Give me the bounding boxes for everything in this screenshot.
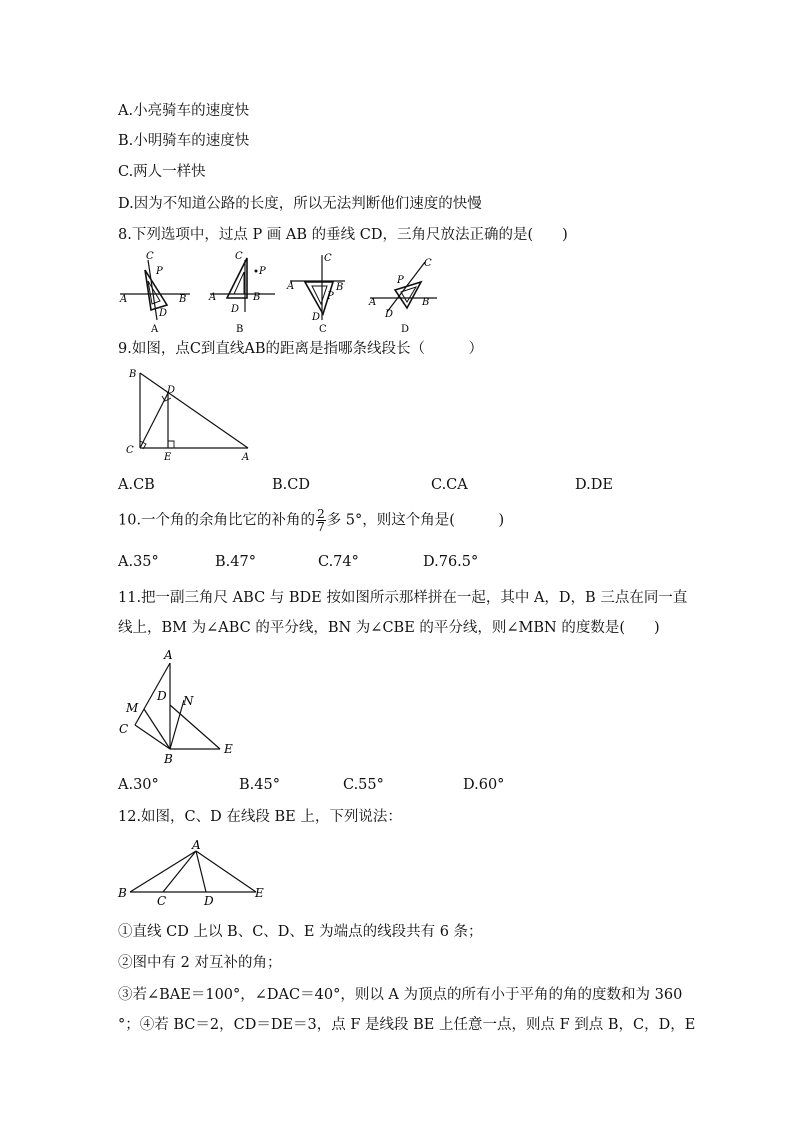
- label-d: D: [385, 309, 394, 320]
- q9-option-d: D.DE: [575, 477, 613, 493]
- q10-option-b: B.47°: [215, 554, 256, 570]
- q12-statement-3: ③若∠BAE＝100°，∠DAC＝40°，则以 A 为顶点的所有小于平角的角的度数和为 360: [118, 987, 683, 1003]
- label-e: E: [164, 452, 172, 463]
- q11-figure: [118, 645, 258, 765]
- label-d: D: [204, 894, 214, 908]
- label-c: C: [324, 253, 332, 264]
- label-e: E: [224, 742, 233, 756]
- label-b: B: [164, 752, 173, 766]
- label-b: B: [179, 294, 187, 305]
- q9-option-a: A.CB: [118, 477, 155, 493]
- caption-d: D: [401, 324, 410, 335]
- q12-statement-1: ①直线 CD 上以 B、C、D、E 为端点的线段共有 6 条；: [118, 924, 483, 940]
- q9-option-b: B.CD: [272, 477, 310, 493]
- caption-c: C: [319, 324, 327, 335]
- label-a: A: [287, 281, 295, 292]
- label-a: A: [209, 292, 217, 303]
- q10-stem: [118, 508, 504, 533]
- q8-stem: 8.下列选项中，过点 P 画 AB 的垂线 CD，三角尺放法正确的是( ): [118, 227, 568, 243]
- label-d: D: [167, 385, 176, 396]
- label-d: D: [159, 308, 168, 319]
- q10-fraction: $\frac{2}{7}$: [317, 507, 325, 534]
- label-c: C: [126, 445, 134, 456]
- q7-option-d: D.因为不知道公路的长度，所以无法判断他们速度的快慢: [118, 196, 482, 212]
- label-c: C: [157, 894, 167, 908]
- q10-stem-after: 多 5°，则这个角是( ): [326, 512, 505, 529]
- q10-option-c: C.74°: [318, 554, 359, 570]
- caption-b: B: [236, 324, 244, 335]
- label-d: D: [231, 304, 240, 315]
- label-e: E: [255, 886, 264, 900]
- q11-stem-line2: 线上，BM 为∠ABC 的平分线，BN 为∠CBE 的平分线，则∠MBN 的度数是( ): [118, 620, 660, 636]
- q12-statement-2: ②图中有 2 对互补的角；: [118, 955, 282, 971]
- q12-figure: [118, 835, 273, 908]
- q11-option-c: C.55°: [343, 777, 384, 793]
- q7-option-c: C.两人一样快: [118, 164, 206, 180]
- q9-stem: 9.如图，点C到直线AB的距离是指哪条线段长（ ）: [118, 341, 484, 357]
- q8-figure-a: [115, 250, 195, 338]
- q12-statement-4: °；④若 BC＝2，CD＝DE＝3，点 F 是线段 BE 上任意一点，则点 F 到点 B，C，D，E: [118, 1017, 696, 1033]
- label-b: B: [336, 282, 344, 293]
- q9-option-c: C.CA: [431, 477, 468, 493]
- q11-option-d: D.60°: [463, 777, 505, 793]
- label-a: A: [120, 294, 128, 305]
- q9-figure: [118, 365, 258, 465]
- label-a: A: [164, 648, 173, 662]
- q12-stem: 12.如图，C、D 在线段 BE 上，下列说法：: [118, 809, 402, 825]
- label-b: B: [118, 886, 127, 900]
- q11-option-a: A.30°: [118, 777, 159, 793]
- label-a: A: [242, 452, 250, 463]
- label-d: D: [157, 689, 167, 703]
- q8-figure-d: [365, 250, 445, 338]
- label-b: B: [422, 297, 430, 308]
- label-b: B: [129, 369, 137, 380]
- label-c: C: [235, 251, 243, 262]
- q8-figure-b: [205, 250, 285, 338]
- label-n: N: [183, 694, 194, 708]
- label-m: M: [126, 701, 139, 715]
- q7-option-a: A.小亮骑车的速度快: [118, 103, 250, 119]
- label-c: C: [424, 258, 432, 269]
- label-c: C: [146, 251, 154, 262]
- label-d: D: [312, 312, 321, 323]
- label-a: A: [369, 297, 377, 308]
- label-p: P: [259, 266, 266, 277]
- label-p: P: [327, 291, 334, 302]
- q8-figure-c: [285, 250, 365, 338]
- caption-a: A: [151, 324, 159, 335]
- label-p: P: [397, 275, 404, 286]
- q7-option-b: B.小明骑车的速度快: [118, 133, 250, 149]
- q11-option-b: B.45°: [239, 777, 280, 793]
- label-b: B: [253, 292, 261, 303]
- label-c: C: [119, 722, 129, 736]
- q10-stem-before: 10.一个角的余角比它的补角的: [118, 512, 316, 529]
- q10-option-d: D.76.5°: [423, 554, 479, 570]
- q11-stem-line1: 11.把一副三角尺 ABC 与 BDE 按如图所示那样拼在一起，其中 A，D，B 三点在同一直: [118, 590, 688, 606]
- label-a: A: [192, 838, 201, 852]
- q10-option-a: A.35°: [118, 554, 159, 570]
- label-p: P: [156, 266, 163, 277]
